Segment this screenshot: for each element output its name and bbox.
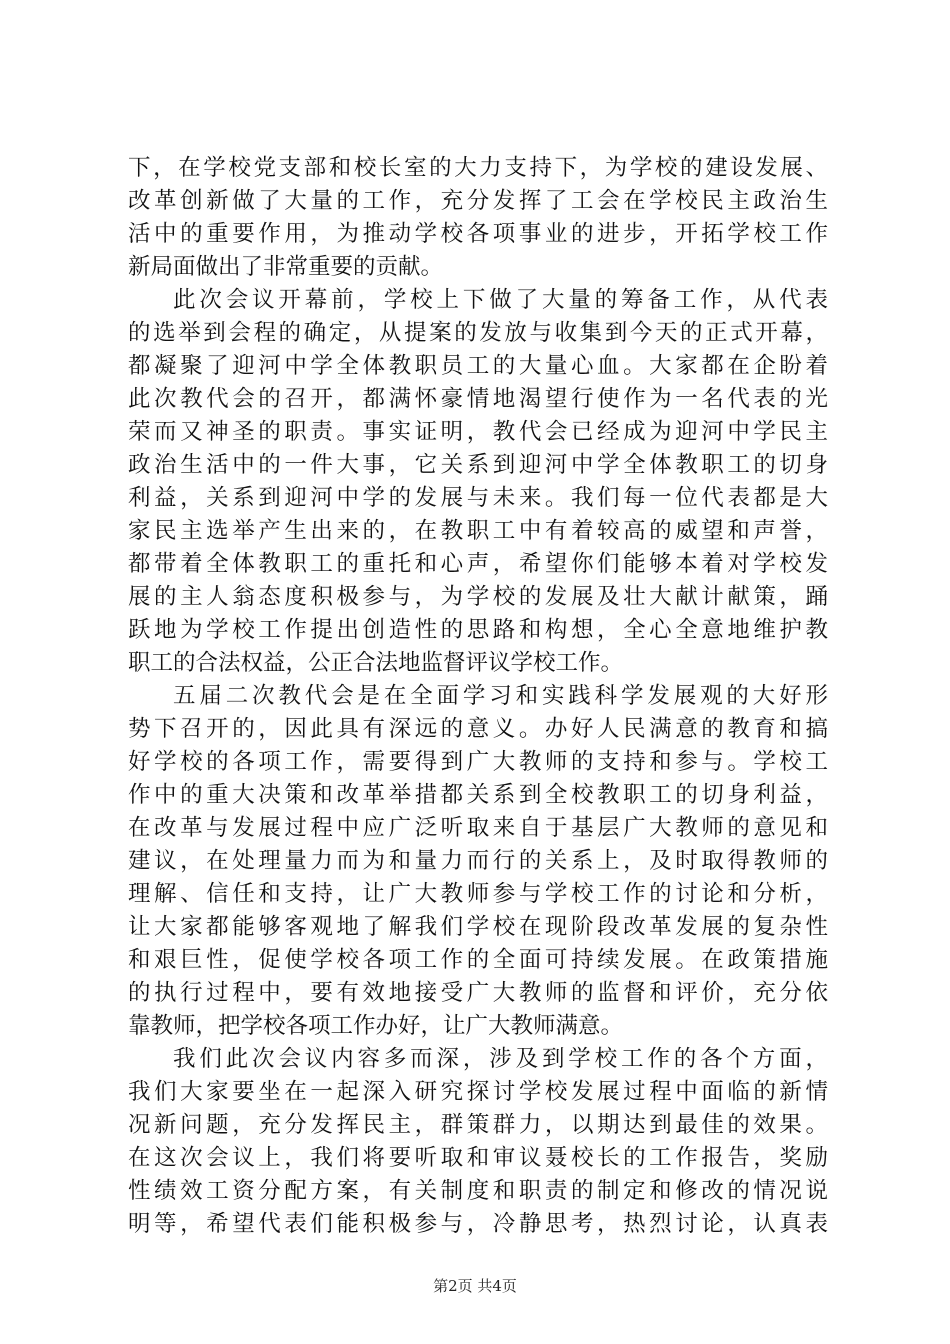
text-line: 新局面做出了非常重要的贡献。 [128,254,444,280]
text-line: 的选举到会程的确定，从提案的发放与收集到今天的正式开幕， [128,320,828,346]
text-line: 活中的重要作用，为推动学校各项事业的进步，开拓学校工作 [128,221,828,247]
text-line: 在这次会议上，我们将要听取和审议聂校长的工作报告，奖励 [128,1145,828,1171]
text-line: 都凝聚了迎河中学全体教职员工的大量心血。大家都在企盼着 [128,353,828,379]
document-body [128,152,828,1241]
text-line: 荣而又神圣的职责。事实证明，教代会已经成为迎河中学民主 [128,419,828,445]
text-line: 性绩效工资分配方案，有关制度和职责的制定和修改的情况说 [128,1178,828,1204]
text-line: 利益，关系到迎河中学的发展与未来。我们每一位代表都是大 [128,485,828,511]
text-line: 都带着全体教职工的重托和心声，希望你们能够本着对学校发 [128,551,828,577]
text-line: 靠教师，把学校各项工作办好，让广大教师满意。 [128,1013,624,1039]
text-line: 我们大家要坐在一起深入研究探讨学校发展过程中面临的新情 [128,1079,828,1105]
paragraph-first-line: 此次会议开幕前，学校上下做了大量的筹备工作，从代表 [173,287,828,313]
text-line: 职工的合法权益，公正合法地监督评议学校工作。 [128,650,624,676]
text-line: 建议，在处理量力而为和量力而行的关系上，及时取得教师的 [128,848,828,874]
text-line: 理解、信任和支持，让广大教师参与学校工作的讨论和分析， [128,881,828,907]
text-line: 作中的重大决策和改革举措都关系到全校教职工的切身利益， [128,782,828,808]
paragraph-first-line: 我们此次会议内容多而深，涉及到学校工作的各个方面， [173,1046,828,1072]
text-line: 的执行过程中，要有效地接受广大教师的监督和评价，充分依 [128,980,828,1006]
text-line: 势下召开的，因此具有深远的意义。办好人民满意的教育和搞 [128,716,828,742]
text-line: 改革创新做了大量的工作，充分发挥了工会在学校民主政治生 [128,188,828,214]
text-line: 和艰巨性，促使学校各项工作的全面可持续发展。在政策措施 [128,947,828,973]
text-line: 家民主选举产生出来的，在教职工中有着较高的威望和声誉， [128,518,828,544]
paragraph-first-line: 五届二次教代会是在全面学习和实践科学发展观的大好形 [173,683,828,709]
text-line: 明等，希望代表们能积极参与，冷静思考，热烈讨论，认真表 [128,1211,828,1237]
page-number-footer: 第2页 共4页 [433,1277,517,1295]
text-line: 在改革与发展过程中应广泛听取来自于基层广大教师的意见和 [128,815,828,841]
text-line: 展的主人翁态度积极参与，为学校的发展及壮大献计献策，踊 [128,584,828,610]
text-line: 况新问题，充分发挥民主，群策群力，以期达到最佳的效果。 [128,1112,828,1138]
text-line: 此次教代会的召开，都满怀豪情地渴望行使作为一名代表的光 [128,386,828,412]
text-line: 政治生活中的一件大事，它关系到迎河中学全体教职工的切身 [128,452,828,478]
text-line: 让大家都能够客观地了解我们学校在现阶段改革发展的复杂性 [128,914,828,940]
text-line: 下，在学校党支部和校长室的大力支持下，为学校的建设发展、 [128,155,828,181]
text-line: 跃地为学校工作提出创造性的思路和构想，全心全意地维护教 [128,617,828,643]
text-line: 好学校的各项工作，需要得到广大教师的支持和参与。学校工 [128,749,828,775]
